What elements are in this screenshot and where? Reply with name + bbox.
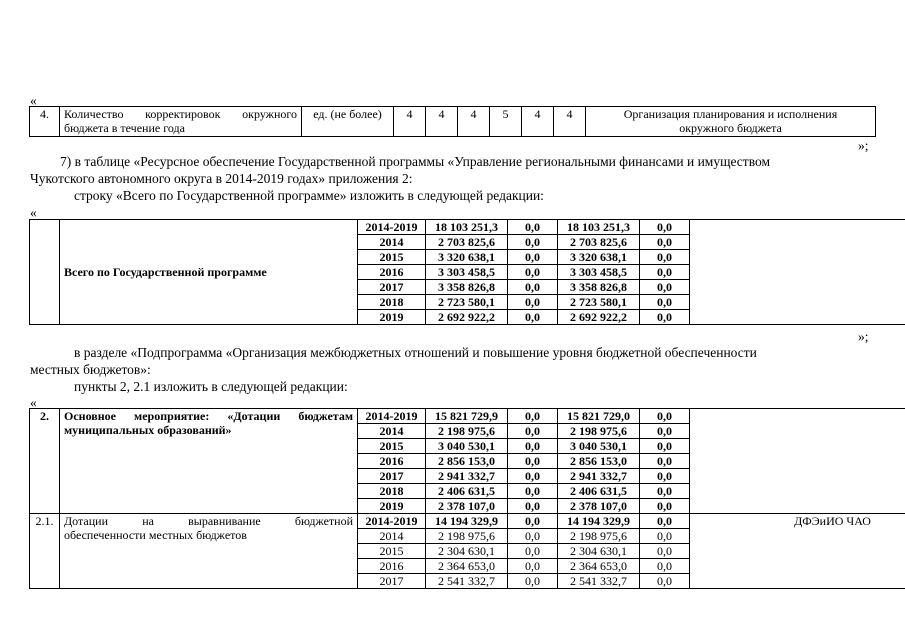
col3-cell: 0,0 xyxy=(640,499,690,514)
col1-cell: 0,0 xyxy=(508,499,558,514)
year-cell: 2014 xyxy=(358,529,426,544)
col1-cell: 0,0 xyxy=(508,439,558,454)
col2-cell: 2 198 975,6 xyxy=(558,424,640,439)
col2-cell: 2 941 332,7 xyxy=(558,469,640,484)
paragraph-7-line2: Чукотского автономного округа в 2014-2019 годах» приложения 2: xyxy=(30,171,413,186)
total-cell: 15 821 729,9 xyxy=(426,409,508,424)
year-cell: 2018 xyxy=(358,295,426,310)
col1-cell: 0,0 xyxy=(508,454,558,469)
value-cell: 5 xyxy=(490,107,522,137)
year-cell: 2015 xyxy=(358,439,426,454)
empty-responsible-cell xyxy=(690,220,905,325)
col2-cell: 2 406 631,5 xyxy=(558,484,640,499)
col1-cell: 0,0 xyxy=(508,265,558,280)
col1-cell: 0,0 xyxy=(508,559,558,574)
col3-cell: 0,0 xyxy=(640,265,690,280)
item-21-number: 2.1. xyxy=(30,514,60,589)
empty-num-cell xyxy=(30,220,60,325)
col2-cell: 18 103 251,3 xyxy=(558,220,640,235)
col3-cell: 0,0 xyxy=(640,409,690,424)
item-21-name-line1: Дотации на выравнивание бюджетной xyxy=(64,514,353,528)
col3-cell: 0,0 xyxy=(640,484,690,499)
col2-cell: 3 358 826,8 xyxy=(558,280,640,295)
year-cell: 2014 xyxy=(358,424,426,439)
year-cell: 2017 xyxy=(358,574,426,589)
col3-cell: 0,0 xyxy=(640,469,690,484)
year-cell: 2015 xyxy=(358,250,426,265)
col3-cell: 0,0 xyxy=(640,295,690,310)
year-cell: 2016 xyxy=(358,454,426,469)
total-cell: 3 358 826,8 xyxy=(426,280,508,295)
col3-cell: 0,0 xyxy=(640,529,690,544)
col1-cell: 0,0 xyxy=(508,280,558,295)
value-cell: 4 xyxy=(554,107,586,137)
total-cell: 3 320 638,1 xyxy=(426,250,508,265)
year-cell: 2019 xyxy=(358,310,426,325)
total-cell: 3 040 530,1 xyxy=(426,439,508,454)
col1-cell: 0,0 xyxy=(508,424,558,439)
col3-cell: 0,0 xyxy=(640,439,690,454)
year-cell: 2014 xyxy=(358,235,426,250)
quote-open-2: « xyxy=(30,205,37,220)
col3-cell: 0,0 xyxy=(640,514,690,529)
value-cell: 4 xyxy=(426,107,458,137)
year-cell: 2017 xyxy=(358,469,426,484)
year-cell: 2016 xyxy=(358,265,426,280)
program-total-label-text: Всего по Государственной программе xyxy=(64,265,267,279)
indicator-name-line2: бюджета в течение года xyxy=(64,121,185,135)
col2-cell: 2 364 653,0 xyxy=(558,559,640,574)
item-2-name-line2: муниципальных образований» xyxy=(64,423,232,437)
value-cell: 4 xyxy=(458,107,490,137)
col1-cell: 0,0 xyxy=(508,574,558,589)
total-cell: 2 198 975,6 xyxy=(426,424,508,439)
col3-cell: 0,0 xyxy=(640,280,690,295)
year-cell: 2015 xyxy=(358,544,426,559)
year-cell: 2014-2019 xyxy=(358,409,426,424)
col2-cell: 3 040 530,1 xyxy=(558,439,640,454)
col3-cell: 0,0 xyxy=(640,574,690,589)
col3-cell: 0,0 xyxy=(640,559,690,574)
total-cell: 2 406 631,5 xyxy=(426,484,508,499)
quote-close-1: »; xyxy=(858,138,869,153)
col3-cell: 0,0 xyxy=(640,424,690,439)
year-cell: 2014-2019 xyxy=(358,514,426,529)
paragraph-total-row: строку «Всего по Государственной программе» изложить в следующей редакции: xyxy=(74,188,544,203)
col2-cell: 3 303 458,5 xyxy=(558,265,640,280)
col1-cell: 0,0 xyxy=(508,469,558,484)
col3-cell: 0,0 xyxy=(640,235,690,250)
col1-cell: 0,0 xyxy=(508,529,558,544)
total-cell: 2 703 825,6 xyxy=(426,235,508,250)
col1-cell: 0,0 xyxy=(508,310,558,325)
total-cell: 2 723 580,1 xyxy=(426,295,508,310)
year-cell: 2014-2019 xyxy=(358,220,426,235)
item-2-responsible xyxy=(690,409,905,514)
unit-cell: ед. (не более) xyxy=(302,107,394,137)
year-cell: 2017 xyxy=(358,280,426,295)
total-cell: 2 304 630,1 xyxy=(426,544,508,559)
total-cell: 14 194 329,9 xyxy=(426,514,508,529)
col3-cell: 0,0 xyxy=(640,250,690,265)
quote-open-1: « xyxy=(30,93,37,108)
total-cell: 3 303 458,5 xyxy=(426,265,508,280)
subprogram-table xyxy=(29,408,905,589)
col1-cell: 0,0 xyxy=(508,484,558,499)
item-2-number: 2. xyxy=(30,409,60,514)
col1-cell: 0,0 xyxy=(508,235,558,250)
col3-cell: 0,0 xyxy=(640,454,690,469)
row-number: 4. xyxy=(30,107,60,137)
item-21-name xyxy=(60,514,358,589)
col2-cell: 2 198 975,6 xyxy=(558,529,640,544)
col2-cell: 2 703 825,6 xyxy=(558,235,640,250)
item-2-name xyxy=(60,409,358,514)
paragraph-subprogram-line1: в разделе «Подпрограмма «Организация межбюджетных отношений и повышение уровня бюджетной обеспеченности xyxy=(74,345,757,360)
year-cell: 2016 xyxy=(358,559,426,574)
responsible-cell xyxy=(586,107,876,137)
col2-cell: 3 320 638,1 xyxy=(558,250,640,265)
indicator-table xyxy=(29,106,876,137)
indicator-name xyxy=(60,107,302,137)
value-cell: 4 xyxy=(522,107,554,137)
col2-cell: 2 541 332,7 xyxy=(558,574,640,589)
col3-cell: 0,0 xyxy=(640,544,690,559)
responsible-line2: окружного бюджета xyxy=(679,121,782,135)
item-2-name-line1: Основное мероприятие: «Дотации бюджетам xyxy=(64,409,353,423)
col3-cell: 0,0 xyxy=(640,220,690,235)
col1-cell: 0,0 xyxy=(508,409,558,424)
paragraph-items: пункты 2, 2.1 изложить в следующей редакции: xyxy=(74,379,348,394)
total-cell: 2 541 332,7 xyxy=(426,574,508,589)
quote-open-3: « xyxy=(30,395,37,410)
col2-cell: 2 692 922,2 xyxy=(558,310,640,325)
col2-cell: 2 304 630,1 xyxy=(558,544,640,559)
item-21-name-line2: обеспеченности местных бюджетов xyxy=(64,528,247,542)
col1-cell: 0,0 xyxy=(508,514,558,529)
col1-cell: 0,0 xyxy=(508,220,558,235)
program-total-table xyxy=(29,219,905,325)
col2-cell: 14 194 329,9 xyxy=(558,514,640,529)
responsible-line1: Организация планирования и исполнения xyxy=(623,107,838,121)
paragraph-subprogram-line2: местных бюджетов»: xyxy=(30,362,151,377)
paragraph-7-line1: 7) в таблице «Ресурсное обеспечение Государственной программы «Управление региональными финансами и имуществом xyxy=(60,154,771,169)
total-cell: 2 378 107,0 xyxy=(426,499,508,514)
year-cell: 2018 xyxy=(358,484,426,499)
total-cell: 2 198 975,6 xyxy=(426,529,508,544)
program-total-label xyxy=(60,220,358,325)
total-cell: 18 103 251,3 xyxy=(426,220,508,235)
total-cell: 2 692 922,2 xyxy=(426,310,508,325)
total-cell: 2 941 332,7 xyxy=(426,469,508,484)
col3-cell: 0,0 xyxy=(640,310,690,325)
indicator-name-line1: Количество корректировок окружного xyxy=(64,107,297,121)
col2-cell: 2 723 580,1 xyxy=(558,295,640,310)
year-cell: 2019 xyxy=(358,499,426,514)
col2-cell: 15 821 729,0 xyxy=(558,409,640,424)
total-cell: 2 364 653,0 xyxy=(426,559,508,574)
value-cell: 4 xyxy=(394,107,426,137)
col1-cell: 0,0 xyxy=(508,295,558,310)
col2-cell: 2 856 153,0 xyxy=(558,454,640,469)
item-21-responsible: ДФЭиИО ЧАО xyxy=(690,514,905,589)
col1-cell: 0,0 xyxy=(508,544,558,559)
col1-cell: 0,0 xyxy=(508,250,558,265)
quote-close-2: »; xyxy=(858,329,869,344)
col2-cell: 2 378 107,0 xyxy=(558,499,640,514)
total-cell: 2 856 153,0 xyxy=(426,454,508,469)
